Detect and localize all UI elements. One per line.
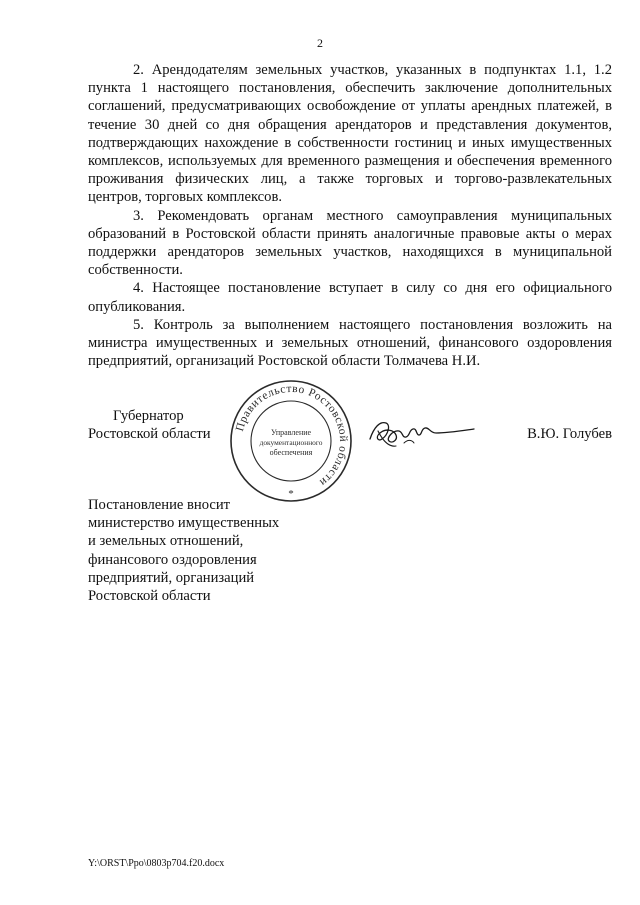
handwritten-signature [366, 413, 478, 453]
signature-block [88, 378, 612, 504]
signatory-name: В.Ю. Голубев [527, 426, 612, 442]
submitter-line: Постановление вносит [88, 497, 231, 513]
submitter-line: предприятий, организаций [88, 569, 255, 586]
signatory-title-line-1: Губернатор [113, 408, 184, 424]
paragraph-3: 3. Рекомендовать органам местного самоуправления муниципальных образований в Ростовской области принять аналогичные правовые акты о мерах поддержки арендаторов земельных участков, находящихся в муниципальной собственности. [88, 207, 612, 279]
submitter-line: и земельных отношений, [88, 533, 244, 550]
paragraph-5: 5. Контроль за выполнением настоящего постановления возложить на министра имущественных и земельных отношений, финансового оздоровления предприятий, организаций Ростовской области Толмачева Н.И. [88, 316, 612, 370]
document-body [88, 61, 612, 370]
submitter-note [88, 496, 348, 605]
submitter-line: министерство имущественных [88, 515, 280, 532]
submitter-line: финансового оздоровления [88, 551, 257, 568]
seal-inner-line-3: обеспечения [269, 448, 313, 457]
paragraph-4: 4. Настоящее постановление вступает в силу со дня его официального опубликования. [88, 280, 612, 315]
seal-inner-line-2: документационного [259, 438, 323, 447]
seal-outer-text: Правительство Ростовской области [234, 382, 350, 489]
signatory-title [88, 407, 211, 443]
submitter-line: Ростовской области [88, 588, 211, 605]
seal-star: * [288, 488, 294, 500]
page-number: 2 [317, 36, 323, 50]
file-path-footer: Y:\ORST\Ppo\0803p704.f20.docx [88, 858, 225, 869]
signatory-title-line-2: Ростовской области [88, 426, 211, 443]
paragraph-2: 2. Арендодателям земельных участков, указанных в подпунктах 1.1, 1.2 пункта 1 настоящего постановления, обеспечить заключение дополнительных соглашений, предусматривающих освобождение от уплаты арендных платежей, в течение 30 дней со дня обращения арендаторов и представления документов, подтверждающих нахождение в собственности гостиниц и иных имущественных комплексов, используемых для временного размещения и обеспечения временного проживания физических лиц, а также торговых и торгово-развлекательных центров, торговых комплексов. [88, 62, 612, 206]
official-seal [228, 378, 354, 504]
seal-inner-line-1: Управление [270, 428, 312, 437]
